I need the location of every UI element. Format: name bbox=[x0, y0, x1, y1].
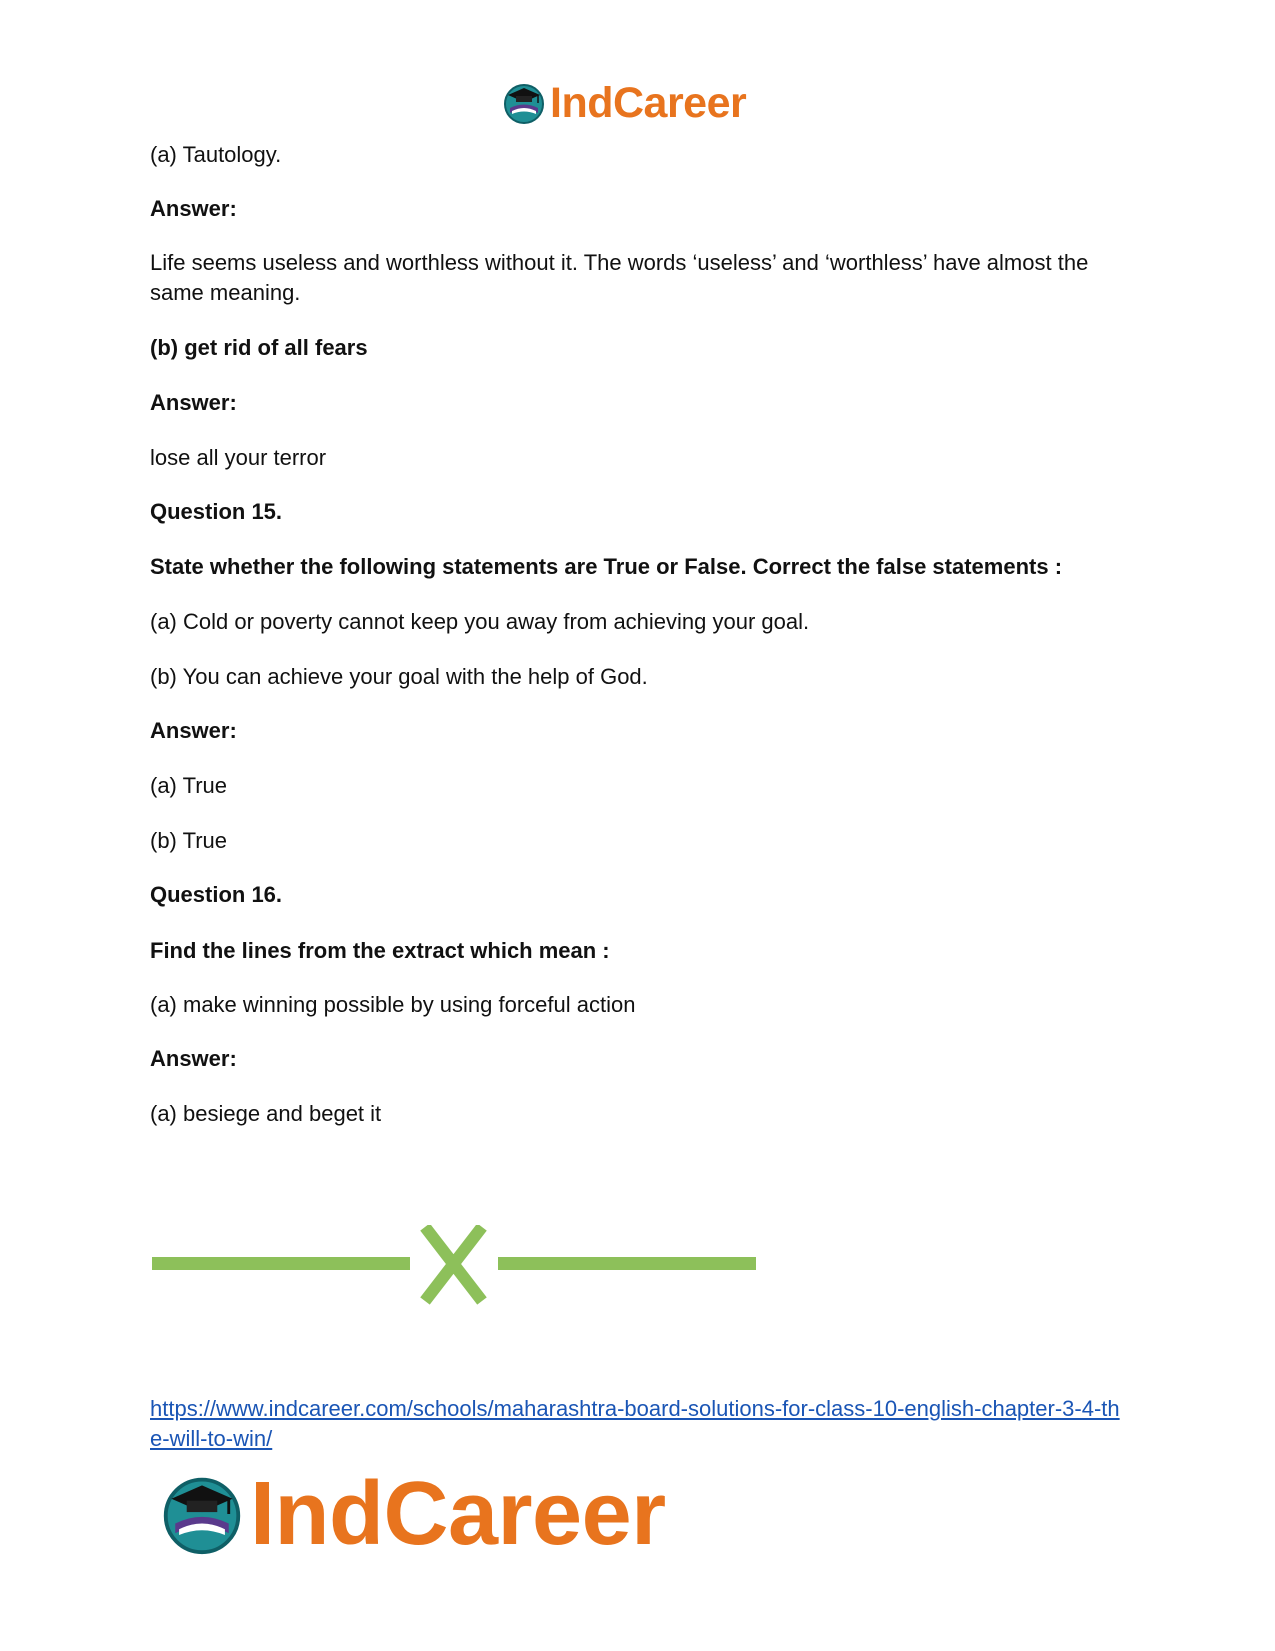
content-line: Answer: bbox=[150, 718, 237, 743]
green-x-divider bbox=[150, 1225, 760, 1305]
content-line: Answer: bbox=[150, 196, 237, 221]
content-line: (a) True bbox=[150, 773, 228, 798]
content-line: lose all your terror bbox=[150, 445, 327, 470]
content-line: Answer: bbox=[150, 390, 237, 415]
globe-graduation-cap-icon bbox=[160, 1472, 244, 1556]
content-line: Answer: bbox=[150, 1046, 237, 1071]
content-line: State whether the following statements are True or False. Correct the false statements : bbox=[150, 554, 1063, 579]
logo-text: IndCareer bbox=[550, 78, 747, 127]
content-line: Life seems useless and worthless without it. The words ‘useless’ and ‘worthless’ have almost the same meaning. bbox=[150, 250, 1089, 305]
content-line: (b) get rid of all fears bbox=[150, 335, 368, 360]
header-logo bbox=[502, 80, 746, 126]
logo-text: IndCareer bbox=[250, 1463, 666, 1564]
content-line: Question 15. bbox=[150, 499, 283, 524]
source-link[interactable]: https://www.indcareer.com/schools/maharashtra-board-solutions-for-class-10-english-chapter-3-4-the-will-to-win/ bbox=[150, 1396, 1120, 1451]
content-line: (a) make winning possible by using forceful action bbox=[150, 992, 636, 1017]
content-line: (b) You can achieve your goal with the help of God. bbox=[150, 664, 648, 689]
content-line: Find the lines from the extract which mean : bbox=[150, 938, 610, 963]
globe-graduation-cap-icon bbox=[502, 81, 546, 125]
footer-logo bbox=[160, 1463, 666, 1564]
content-line: Question 16. bbox=[150, 882, 283, 907]
content-line: (a) Tautology. bbox=[150, 142, 282, 167]
content-line: (b) True bbox=[150, 828, 228, 853]
content-line: (a) Cold or poverty cannot keep you away from achieving your goal. bbox=[150, 609, 810, 634]
content-line: (a) besiege and beget it bbox=[150, 1101, 382, 1126]
